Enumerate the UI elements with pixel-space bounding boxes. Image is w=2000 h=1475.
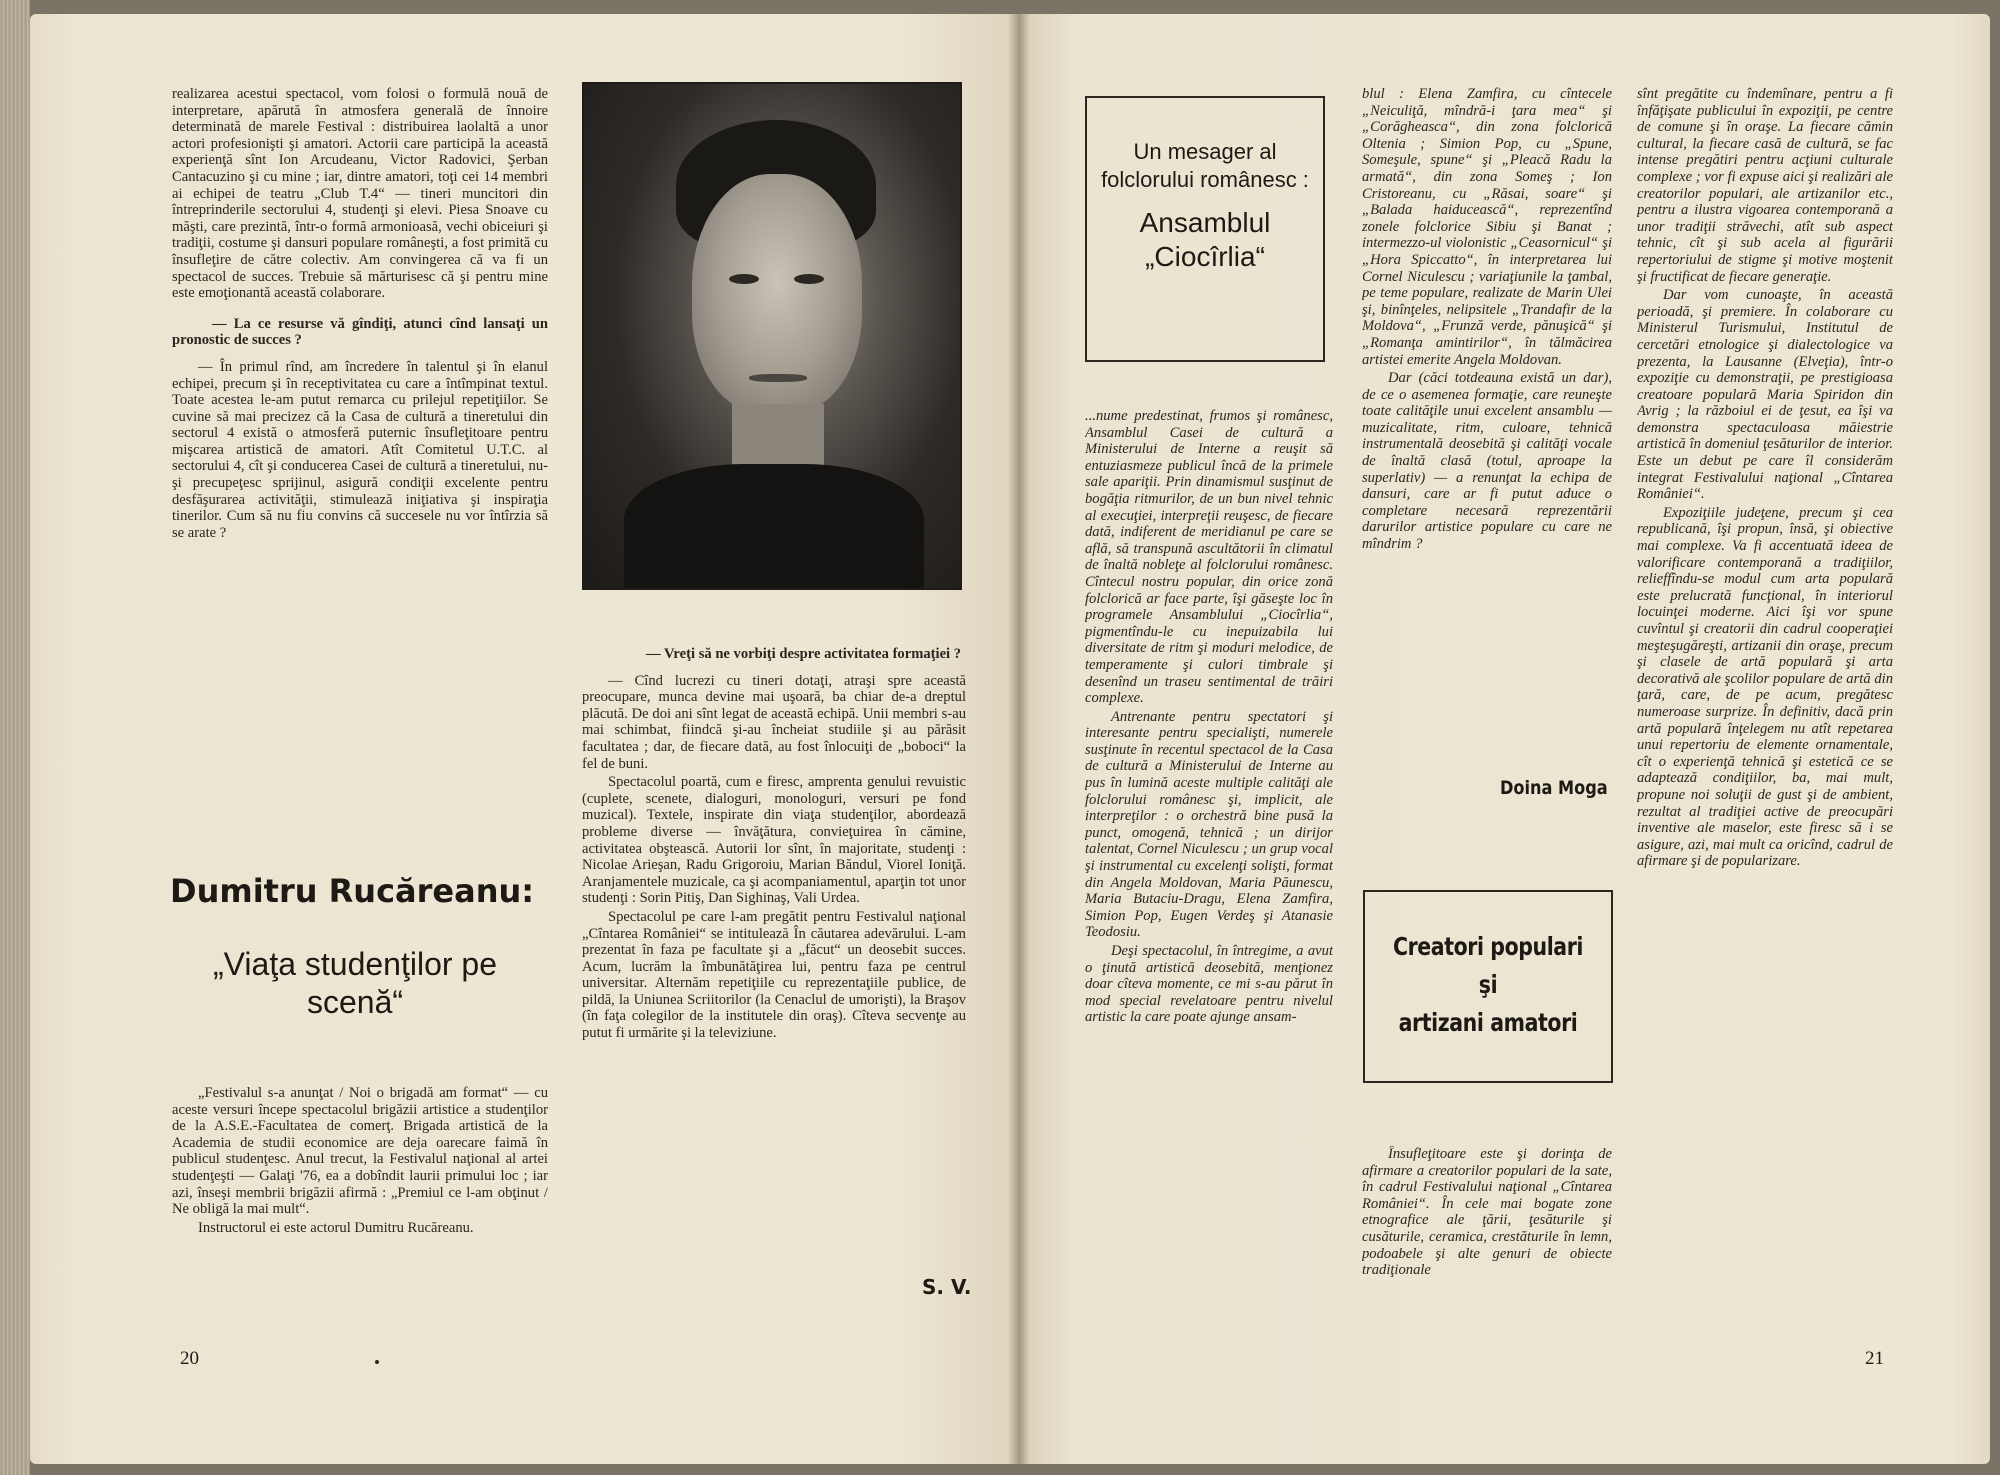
paragraph: — Cînd lucrezi cu tineri dotaţi, atraşi spre această preocupare, munca devine mai uşoară, ba chiar de-a dreptul plăcută. De doi ani sînt legat de această echipă. Unii membri s-au mai schimbat, fiindcă şi-au încheiat studiile şi au părăsit facultatea ; dar, de fiecare dată, au fost înlocuiţi de „boboci“ la fel de buni. <box>582 672 966 772</box>
photo-eye <box>794 274 824 284</box>
paragraph: realizarea acestui spectacol, vom folosi o formulă nouă de interpretare, apărută în atmosfera generală de înnoire determinată de marele Festival : distribuirea laolaltă a unor actori profesionişti şi amatori. Actorii care participă la această experienţă sînt Ion Arcudeanu, Victor Radovici, Şerban Cantacuzino şi cu mine ; iar, dintre amatori, toţi cei 14 membri ai echipei de teatru „Club T.4“ — tineri muncitori din întreprinderile sectorului 4, studenţi şi elevi. Piesa Snoave cu măşti, care prezintă, într-o formă armonioasă, vechi obiceiuri şi tradiţii, costume şi dansuri populare româneşti, a fost primită cu însufleţire de către colectiv. Am convingerea că va fi un spectacol de succes. Trebuie să mărturisesc că şi pentru mine este emoţionantă această colaborare. <box>172 86 548 302</box>
right-column-1 <box>1085 408 1333 1323</box>
print-dot <box>375 1360 379 1364</box>
article-title-box <box>1363 890 1613 1083</box>
paragraph: Expoziţiile judeţene, precum şi cea republicană, îşi propun, însă, şi obiective mai complexe. Va fi accentuată ideea de valorificare contemporană a tradiţiilor, relieffîndu-se modul cum arta populară este prelucrată funcţional, în interiorul locuinţei moderne. Aici îşi vor spune cuvîntul şi creatorii din cadrul cooperaţiei meşteşugăreşti, artizanii din oraşe, precum şi clasele de artă populară şi arta decorativă ale şcolilor populare de artă din ţară, care, de pe acum, pregătesc numeroase surprize. În definitiv, dacă prin artă populară înţelegem nu atît repetarea unui repertoriu de elemente ornamentale, cît o experienţă tehnică şi estetică ce se adaptează condiţiilor, ba, mai mult, propune noi soluţii de gust şi de ambient, rezultat al tradiţiei active de preocupări inventive ale maselor, este firesc să i se asigure, azi, mai mult ca oricînd, cadrul de afirmare şi de popularizare. <box>1637 504 1893 870</box>
article-headline-name: Dumitru Rucăreanu: <box>170 872 535 910</box>
paragraph: blul : Elena Zamfira, cu cîntecele „Neiculiţă, mîndră-i ţara mea“ şi „Corăgheasca“, din zona folclorică Oltenia ; Simion Pop, cu „Spune, Someşule, spune“ şi „Pleacă Radu la armată“, din zona Someş ; Ion Cristoreanu, cu „Răsai, soare“ şi „Balada haiducească“, reprezentînd zonele folclorice Sibiu şi Banat ; intermezzo-ul violonistic „Ceasornicul“ şi „Hora Spiccatto“, în interpretarea lui Cornel Niculescu ; variaţiunile la ţambal, pe teme populare, realizate de Marin Ulei şi, binînţeles, nelipsitele „Trandafir de la Moldova“, „Frunză verde, pănuşică“ şi „Romanţa amintirilor“, în tălmăcirea artistei emerite Angela Moldovan. <box>1362 86 1612 368</box>
article-title-line1: Un mesager al folclorului românesc : <box>1101 139 1309 192</box>
article-title-box <box>1085 96 1325 362</box>
photo-eye <box>729 274 759 284</box>
interview-question: — Vreţi să ne vorbiţi despre activitatea formaţiei ? <box>646 646 962 662</box>
paragraph: Dar vom cunoaşte, în această perioadă, şi premiere. În colaborare cu Ministerul Turismului, Institutul de cercetări etnologice şi dialectologice va prezenta, la Lausanne (Elveţia), într-o expoziţie cu demonstraţii, pe prestigioasa creatoare populară Maria Spiridon din Avrig ; la războiul ei de ţesut, ea îşi va demonstra spectaculoasa măiestrie artistică în domeniul ţesăturilor de interior. Este un debut pe care îl considerăm integrat Festivalului naţional „Cîntarea României“. <box>1637 287 1893 503</box>
right-column-2-lower <box>1362 1146 1612 1324</box>
portrait-photo <box>582 82 962 590</box>
article-title-line: artizani amatori <box>1398 1008 1578 1037</box>
paragraph: Instructorul ei este actorul Dumitru Rucăreanu. <box>198 1219 474 1236</box>
paragraph: „Festivalul s-a anunţat / Noi o brigadă am format“ — cu aceste versuri începe spectacolul brigăzii artistice a studenţilor de la A.S.E.-Facultatea de comerţ. Brigada artistică de la Academia de studii economice are deja oarecare faimă în publicul studenţesc. Anul trecut, la Festivalul naţional al artei studenţeşti — Galaţi '76, ea a dobîndit laurii primului loc ; iar azi, înseşi membrii brigăzii afirmă : „Premiul ce l-am obţinut / Ne obligă la mai mult“. <box>172 1085 548 1218</box>
paragraph: Deşi spectacolul, în întregime, a avut o ţinută artistică deosebită, menţionez doar cîteva momente, ce mi s-au părut în mod special revelatoare pentru nivelul artistic la care poate ajunge ansam- <box>1085 943 1333 1026</box>
paragraph: Dar (căci totdeauna există un dar), de ce o asemenea formaţie, care reuneşte toate calităţile unui excelent ansamblu — muzicalitate, ritm, culoare, tehnică instrumentală deosebită şi calităţi vocale de înaltă clasă (totul, aproape la superlativ) — a renunţat la echipa de dansuri, care ar fi putut aduce o completare necesară reprezentării darurilor artistice populare cu care ne mîndrim ? <box>1362 370 1612 553</box>
right-column-2 <box>1362 86 1612 766</box>
paragraph: Antrenante pentru spectatori şi interesante pentru specialişti, numerele susţinute în recentul spectacol de la Casa de cultură a Ministerului de Interne au pus în lumină aceste multiple calităţi ale folclorului românesc şi, implicit, ale interpreţilor : o orchestră bine pusă la punct, omogenă, tehnică ; un dirijor talentat, Cornel Niculescu ; un grup vocal şi instrumental cu excelenţi solişti, format din Angela Moldovan, Maria Păunescu, Maria Butaciu-Dragu, Elena Zamfira, Simion Pop, Eugen Verdeş şi Atanasie Teodosiu. <box>1085 708 1333 941</box>
paragraph: Însufleţitoare este şi dorinţa de afirmare a creatorilor populari de la sate, în cadrul Festivalului naţional „Cîntarea României“. În cele mai bogate zone etnografice ale ţării, ţesăturile şi cusăturile, ceramica, crestăturile în lemn, podoabele şi alte genuri de obiecte tradiţionale <box>1362 1146 1612 1279</box>
left-column-1-lower <box>172 1085 548 1329</box>
page-number: 21 <box>1865 1348 1884 1369</box>
article-title-line2: Ansamblul „Ciocîrlia“ <box>1139 207 1271 272</box>
photo-mouth <box>749 374 807 382</box>
paragraph: Spectacolul pe care l-am pregătit pentru Festivalul naţional „Cîntarea României“ se intitulează În căutarea adevărului. L-am prezentat în faza pe facultate şi a „făcut“ un deosebit succes. Acum, lucrăm la îmbunătăţirea lui, pentru faza pe centrul universitar. Alternăm repetiţiile cu reprezentaţiile publice, de pildă, la Uniunea Scriitorilor (la Cenaclul de umorişti), la Braşov (în faţa colegilor de la institutele din oraş). Cîteva secvenţe au putut fi urmărite şi la televiziune. <box>582 908 966 1042</box>
left-column-2 <box>582 646 966 1256</box>
page-stack-edge <box>0 0 30 1475</box>
author-signature: S. V. <box>922 1275 972 1299</box>
paragraph: Spectacolul poartă, cum e firesc, amprenta genului revuistic (cuplete, scenete, dialoguri, monologuri, versuri pe fond muzical). Textele, inspirate din viaţa studenţilor, abordează probleme diverse — învăţătura, convieţuirea în cămine, activitatea obştească. Autorii lor sînt, în majoritate, studenţi : Nicolae Arieşan, Radu Grigoroiu, Marian Băndul, Viorel Ioniţă. Aranjamentele muzicale, ca şi acompaniamentul, aparţin tot unor studenţi : Sorin Pitiş, Dan Sighinaş, Vali Urdea. <box>582 774 966 907</box>
interview-question: — La ce resurse vă gîndiţi, atunci cînd lansaţi un pronostic de succes ? <box>172 315 548 349</box>
left-column-1 <box>172 86 548 766</box>
author-signature: Doina Moga <box>1500 777 1608 799</box>
article-title-line: Creatori populari <box>1392 932 1584 961</box>
right-column-3 <box>1637 86 1893 1326</box>
binding-gutter <box>1008 14 1030 1464</box>
article-headline-title: „Viaţa studenţilor pe scenă“ <box>212 946 498 1020</box>
article-title-line: şi <box>1478 970 1498 999</box>
page-number: 20 <box>180 1348 199 1369</box>
paragraph: sînt pregătite cu îndemînare, pentru a fi înfăţişate publicului în expoziţii, pe centre de comune şi în oraşe. La fiecare cămin cultural, la fiecare casă de cultură, se fac intense pregătiri pentru acţiuni culturale complexe ; vor fi expuse aici şi realizări ale creatorilor populari, ale artizanilor etc., pentru a ilustra vigoarea contemporană a unor tradiţii străvechi, atît sub aspect tehnic, cît şi sub acela al figurării repertoriului de stigme şi motive moştenit şi fructificat de fiecare generaţie. <box>1637 86 1893 285</box>
paragraph: — În primul rînd, am încredere în talentul şi în elanul echipei, precum şi în receptivitatea cu care a întîmpinat textul. Toate acestea le-am putut remarca cu prilejul repetiţiilor. Se cuvine să mai precizez că la Casa de cultură a tineretului din sectorul 4 există o atmosferă puternic însufleţitoare pentru mişcarea artistică de amatori. Atît Comitetul U.T.C. al sectorului 4, cît şi conducerea Casei de cultură a tineretului, nu-şi precupeţesc sprijinul, asigură condiţii excelente pentru desfăşurarea activităţii, stimulează iniţiativa şi inspiraţia tinerilor. Cum să nu fiu convins că succesele nu vor întîrzia să se arate ? <box>172 358 548 541</box>
photo-jacket <box>624 464 924 590</box>
paragraph: ...nume predestinat, frumos şi românesc, Ansamblul Casei de cultură a Ministerului de Interne a reuşit să entuziasmeze publicul încă de la primele sale apariţii. Prin dinamismul susţinut de bogăţia ritmurilor, de un bun nivel tehnic al execuţiei, interpreţii reuşesc, de fiecare dată, indiferent de meridianul pe care se află, să transpună ascultătorii în climatul de înaltă nobleţe al folclorului românesc. Cîntecul nostru popular, din orice zonă folclorică ar face parte, îşi găseşte loc în programele Ansamblului „Ciocîrlia“, pigmentîndu-le cu inepuizabila lui diversitate de ritm şi moduri melodice, de temperamente şi culori timbrale şi desenînd un traseu sentimental de trăiri complexe. <box>1085 408 1333 707</box>
